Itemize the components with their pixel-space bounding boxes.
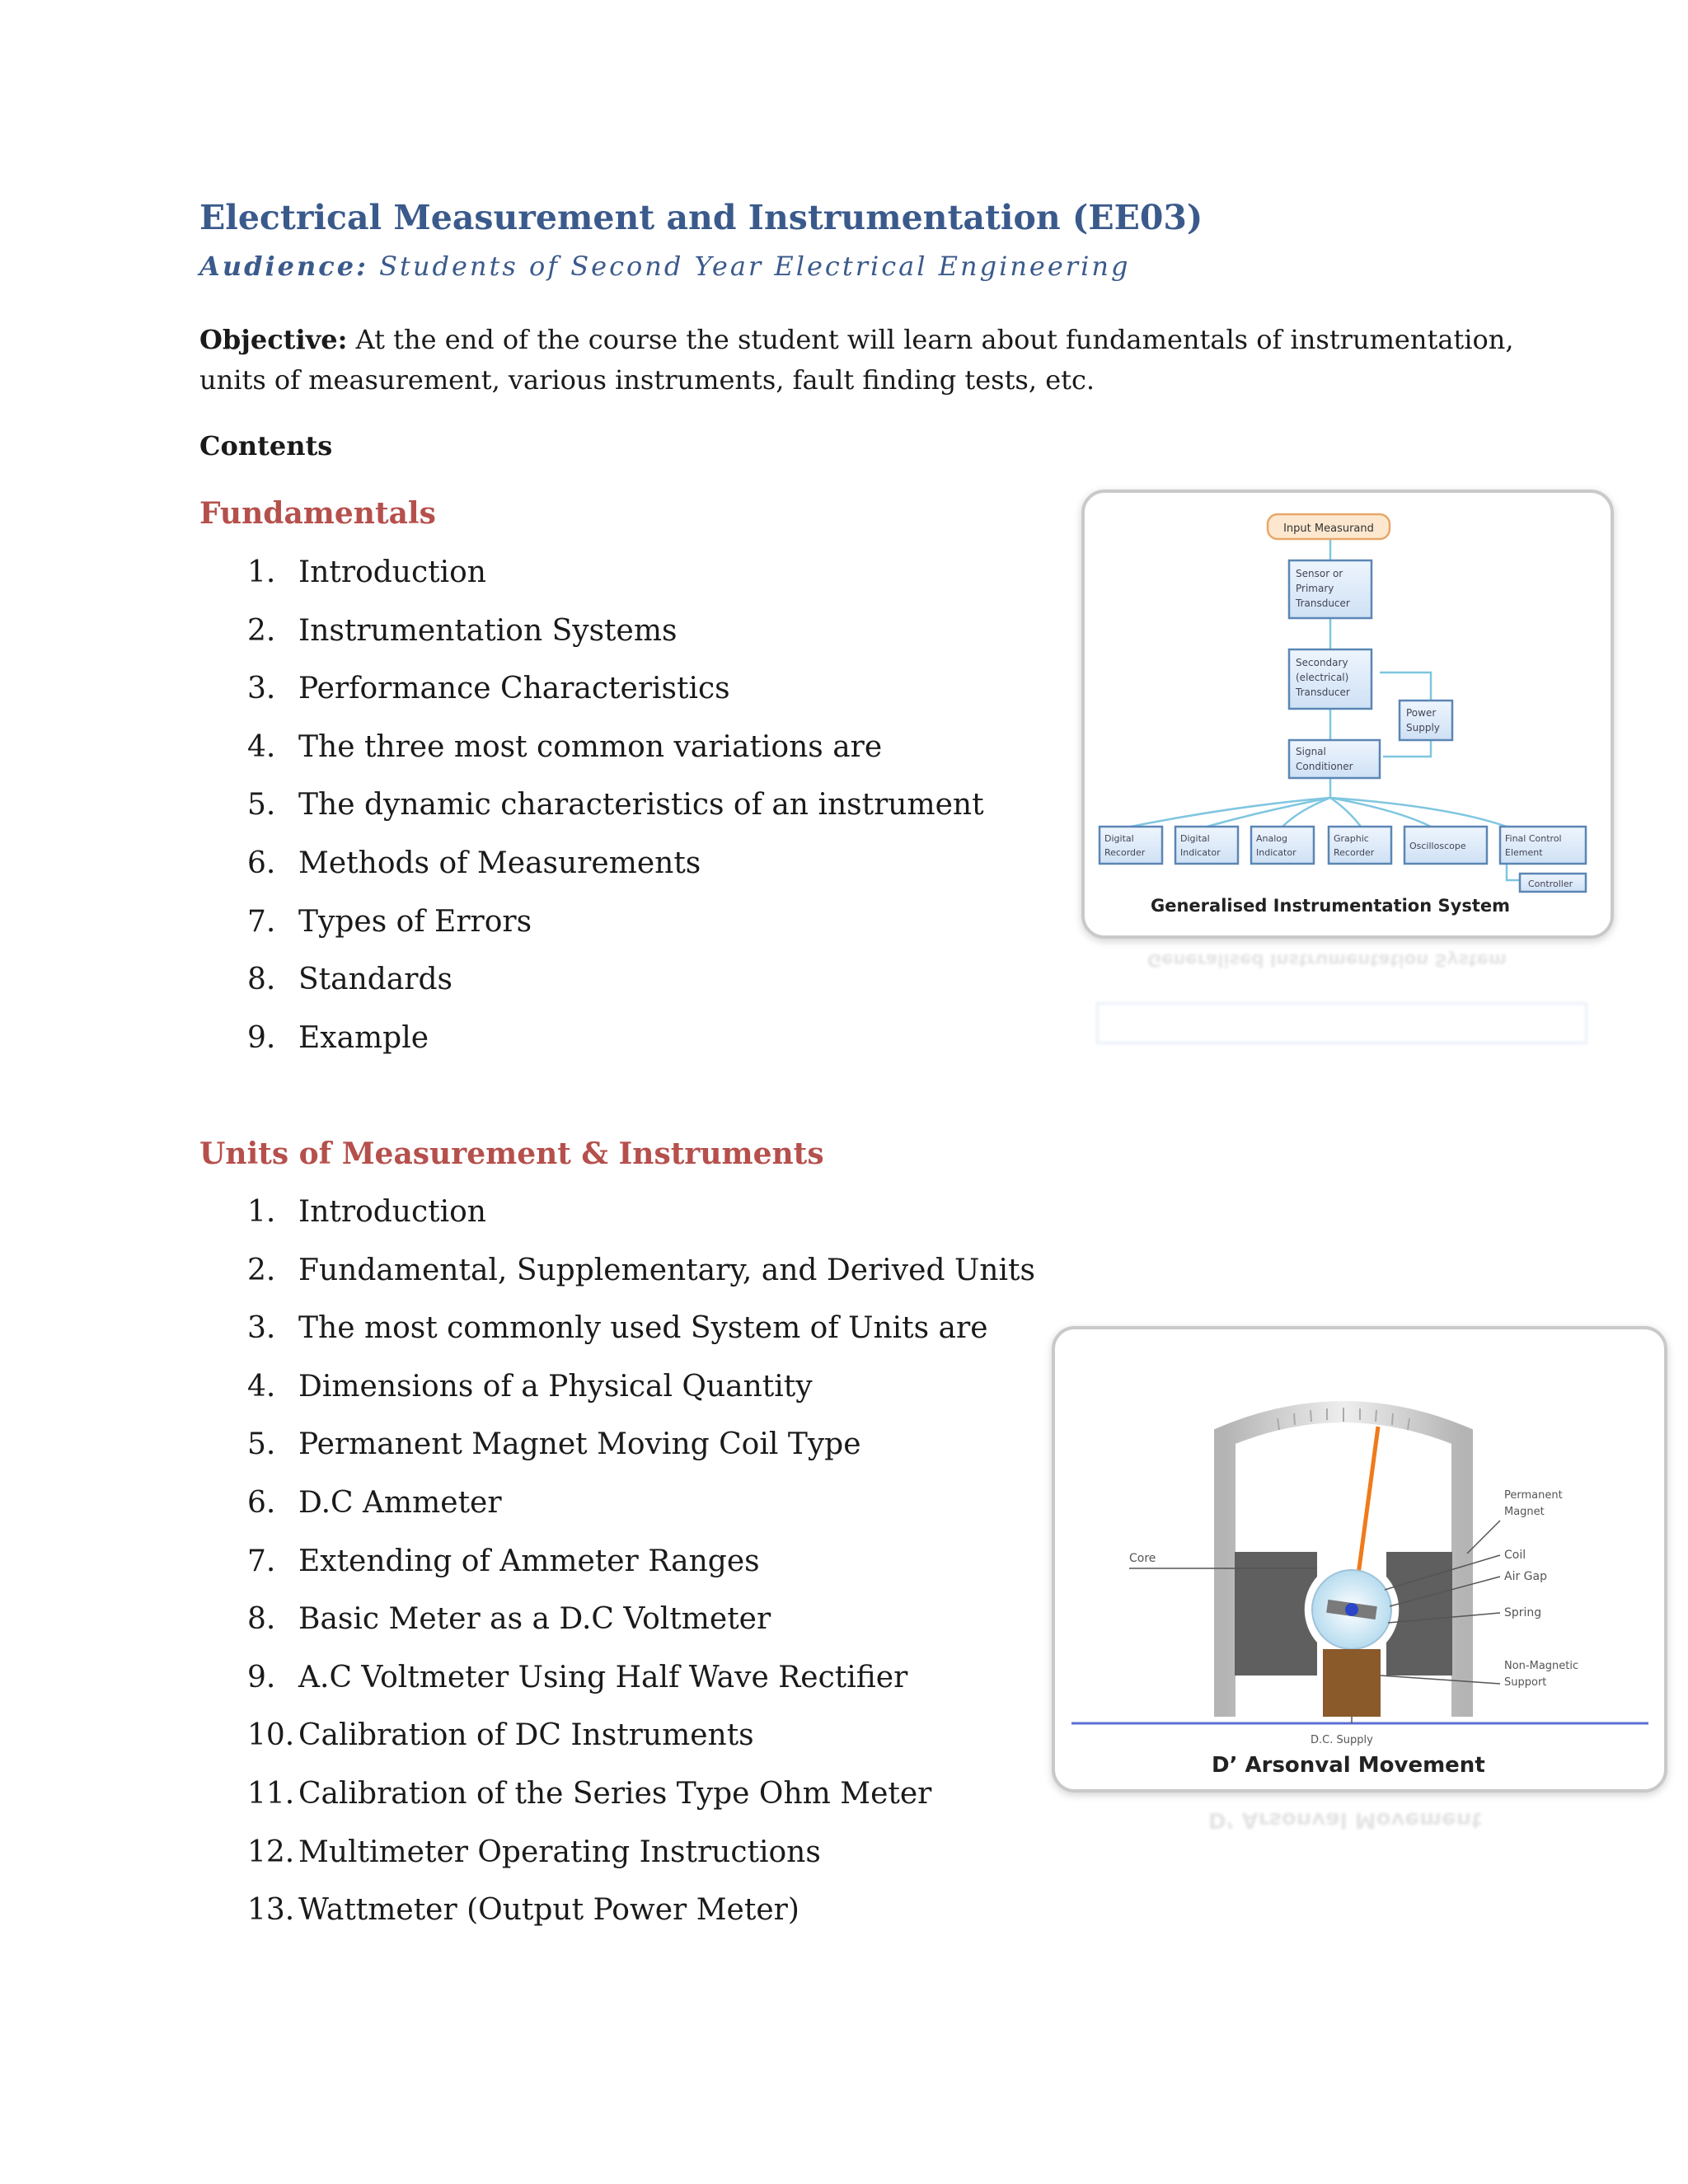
contents-heading: Contents <box>199 430 333 462</box>
list-item[interactable] <box>247 1603 1035 1661</box>
sensor-label-2: Primary <box>1296 583 1334 594</box>
list-item[interactable] <box>247 1719 1035 1778</box>
svg-text:Indicator: Indicator <box>1256 847 1296 858</box>
list-item[interactable] <box>247 1894 1035 1952</box>
controller-label: Controller <box>1528 879 1573 889</box>
secondary-label-3: Transducer <box>1296 687 1350 698</box>
list-item[interactable] <box>247 789 984 847</box>
units-list <box>247 1196 1035 1952</box>
objective-label: Objective: <box>199 324 348 355</box>
list-item[interactable] <box>247 963 984 1022</box>
permanent-magnet-label-1: Permanent <box>1504 1489 1563 1502</box>
audience-line <box>199 251 1130 282</box>
list-item[interactable] <box>247 1371 1035 1429</box>
item-label: Instrumentation Systems <box>298 613 678 648</box>
list-item[interactable] <box>247 1661 1035 1720</box>
item-number: 6. <box>247 846 276 880</box>
item-label: Basic Meter as a D.C Voltmeter <box>298 1602 771 1637</box>
list-item[interactable] <box>247 1254 1035 1313</box>
item-label: Wattmeter (Output Power Meter) <box>298 1893 799 1928</box>
item-number: 12. <box>247 1835 295 1869</box>
list-item[interactable] <box>247 1778 1035 1836</box>
svg-text:Analog: Analog <box>1256 833 1288 844</box>
list-item[interactable] <box>247 847 984 906</box>
objective-text: At the end of the course the student will learn about fundamentals of instrumentation, units of measurement, various instruments, fault finding tests, etc. <box>199 324 1514 396</box>
sensor-label-1: Sensor or <box>1296 568 1343 579</box>
item-number: 3. <box>247 1311 276 1346</box>
item-label: Performance Characteristics <box>298 672 730 706</box>
list-item[interactable] <box>247 1487 1035 1545</box>
item-number: 2. <box>247 1253 276 1287</box>
item-number: 1. <box>247 1195 276 1229</box>
figure2-caption: D’ Arsonval Movement <box>1212 1753 1485 1778</box>
svg-text:Oscilloscope: Oscilloscope <box>1409 841 1466 851</box>
non-magnetic-label-1: Non-Magnetic <box>1504 1660 1579 1672</box>
list-item[interactable] <box>247 673 984 731</box>
secondary-label-2: (electrical) <box>1296 672 1349 683</box>
list-item[interactable] <box>247 731 984 790</box>
svg-text:Graphic: Graphic <box>1334 833 1369 844</box>
reflection-blocks <box>1096 1002 1587 1044</box>
signal-label-2: Conditioner <box>1296 761 1353 772</box>
signal-label-1: Signal <box>1296 746 1326 757</box>
list-item[interactable] <box>247 906 984 964</box>
svg-text:Digital: Digital <box>1180 833 1210 844</box>
item-number: 8. <box>247 1602 276 1637</box>
item-number: 10. <box>247 1718 295 1753</box>
item-number: 4. <box>247 1369 276 1404</box>
non-magnetic-label-2: Support <box>1504 1676 1547 1689</box>
course-title: Electrical Measurement and Instrumentation (EE03) <box>199 198 1203 237</box>
item-number: 2. <box>247 613 276 648</box>
item-label: Introduction <box>298 555 486 589</box>
svg-text:Recorder: Recorder <box>1334 847 1375 858</box>
item-number: 7. <box>247 904 276 939</box>
list-item[interactable] <box>247 1545 1035 1604</box>
item-label: A.C Voltmeter Using Half Wave Rectifier <box>298 1660 908 1694</box>
sensor-label-3: Transducer <box>1296 598 1350 609</box>
section-title-fundamentals: Fundamentals <box>199 496 436 531</box>
block-diagram <box>1085 493 1611 935</box>
item-number: 4. <box>247 729 276 764</box>
item-label: The most commonly used System of Units are <box>298 1311 988 1346</box>
item-number: 11. <box>247 1776 295 1811</box>
svg-text:Element: Element <box>1505 847 1543 858</box>
list-item[interactable] <box>247 1312 1035 1371</box>
svg-text:Final Control: Final Control <box>1505 833 1562 844</box>
audience-label: Audience: <box>199 251 368 282</box>
item-label: Types of Errors <box>298 904 532 939</box>
fundamentals-list <box>247 556 984 1080</box>
item-number: 7. <box>247 1544 276 1578</box>
item-label: Permanent Magnet Moving Coil Type <box>298 1427 861 1462</box>
svg-text:Indicator: Indicator <box>1180 847 1221 858</box>
list-item[interactable] <box>247 1836 1035 1895</box>
item-label: The dynamic characteristics of an instrument <box>298 788 984 823</box>
section-title-units: Units of Measurement & Instruments <box>199 1137 824 1171</box>
list-item[interactable] <box>247 556 984 615</box>
item-number: 8. <box>247 963 276 997</box>
item-label: The three most common variations are <box>298 729 883 764</box>
darsonval-diagram <box>1055 1329 1664 1789</box>
darsonval-movement-figure <box>1052 1326 1667 1793</box>
item-label: Calibration of the Series Type Ohm Meter <box>298 1776 932 1811</box>
item-label: Calibration of DC Instruments <box>298 1718 754 1753</box>
magnet-left <box>1235 1552 1317 1675</box>
item-number: 9. <box>247 1020 276 1055</box>
list-item[interactable] <box>247 1428 1035 1487</box>
non-magnetic-support <box>1323 1649 1381 1717</box>
instrumentation-system-figure <box>1081 490 1614 939</box>
output-blocks <box>1100 827 1586 864</box>
item-label: Multimeter Operating Instructions <box>298 1835 821 1869</box>
permanent-magnet-label-2: Magnet <box>1504 1506 1545 1518</box>
item-number: 6. <box>247 1485 276 1520</box>
list-item[interactable] <box>247 1196 1035 1254</box>
spring-label: Spring <box>1504 1606 1542 1619</box>
figure1-reflection <box>1081 937 1607 1061</box>
item-number: 5. <box>247 788 276 823</box>
pointer-needle <box>1356 1427 1378 1593</box>
item-number: 1. <box>247 555 276 589</box>
item-number: 9. <box>247 1660 276 1694</box>
item-label: Example <box>298 1020 429 1055</box>
secondary-label-1: Secondary <box>1296 657 1348 668</box>
item-label: Methods of Measurements <box>298 846 701 880</box>
objective-paragraph <box>199 320 1518 401</box>
figure1-reflection-caption: Generalised Instrumentation System <box>1147 950 1507 970</box>
power-label-1: Power <box>1406 707 1437 719</box>
air-gap-label: Air Gap <box>1504 1570 1547 1583</box>
item-number: 13. <box>247 1893 295 1928</box>
figure2-reflection <box>1052 1791 1661 1906</box>
svg-text:Digital: Digital <box>1104 833 1134 844</box>
item-label: Fundamental, Supplementary, and Derived Units <box>298 1253 1035 1287</box>
dc-supply-label: D.C. Supply <box>1311 1734 1373 1746</box>
item-label: Introduction <box>298 1195 486 1229</box>
svg-text:Recorder: Recorder <box>1104 847 1146 858</box>
list-item[interactable] <box>247 615 984 673</box>
list-item[interactable] <box>247 1022 984 1080</box>
figure2-reflection-caption: D’ Arsonval Movement <box>1208 1807 1482 1832</box>
item-label: Standards <box>298 963 453 997</box>
magnet-right <box>1386 1552 1452 1675</box>
figure1-caption: Generalised Instrumentation System <box>1151 896 1510 916</box>
audience-text: Students of Second Year Electrical Engineering <box>379 251 1131 282</box>
item-label: D.C Ammeter <box>298 1485 502 1520</box>
coil-label: Coil <box>1504 1549 1526 1562</box>
item-number: 5. <box>247 1427 276 1462</box>
power-label-2: Supply <box>1406 722 1440 733</box>
item-label: Extending of Ammeter Ranges <box>298 1544 760 1578</box>
item-number: 3. <box>247 672 276 706</box>
pivot <box>1345 1603 1358 1616</box>
core-label: Core <box>1129 1552 1156 1565</box>
item-label: Dimensions of a Physical Quantity <box>298 1369 813 1404</box>
input-measurand-label: Input Measurand <box>1283 523 1374 535</box>
